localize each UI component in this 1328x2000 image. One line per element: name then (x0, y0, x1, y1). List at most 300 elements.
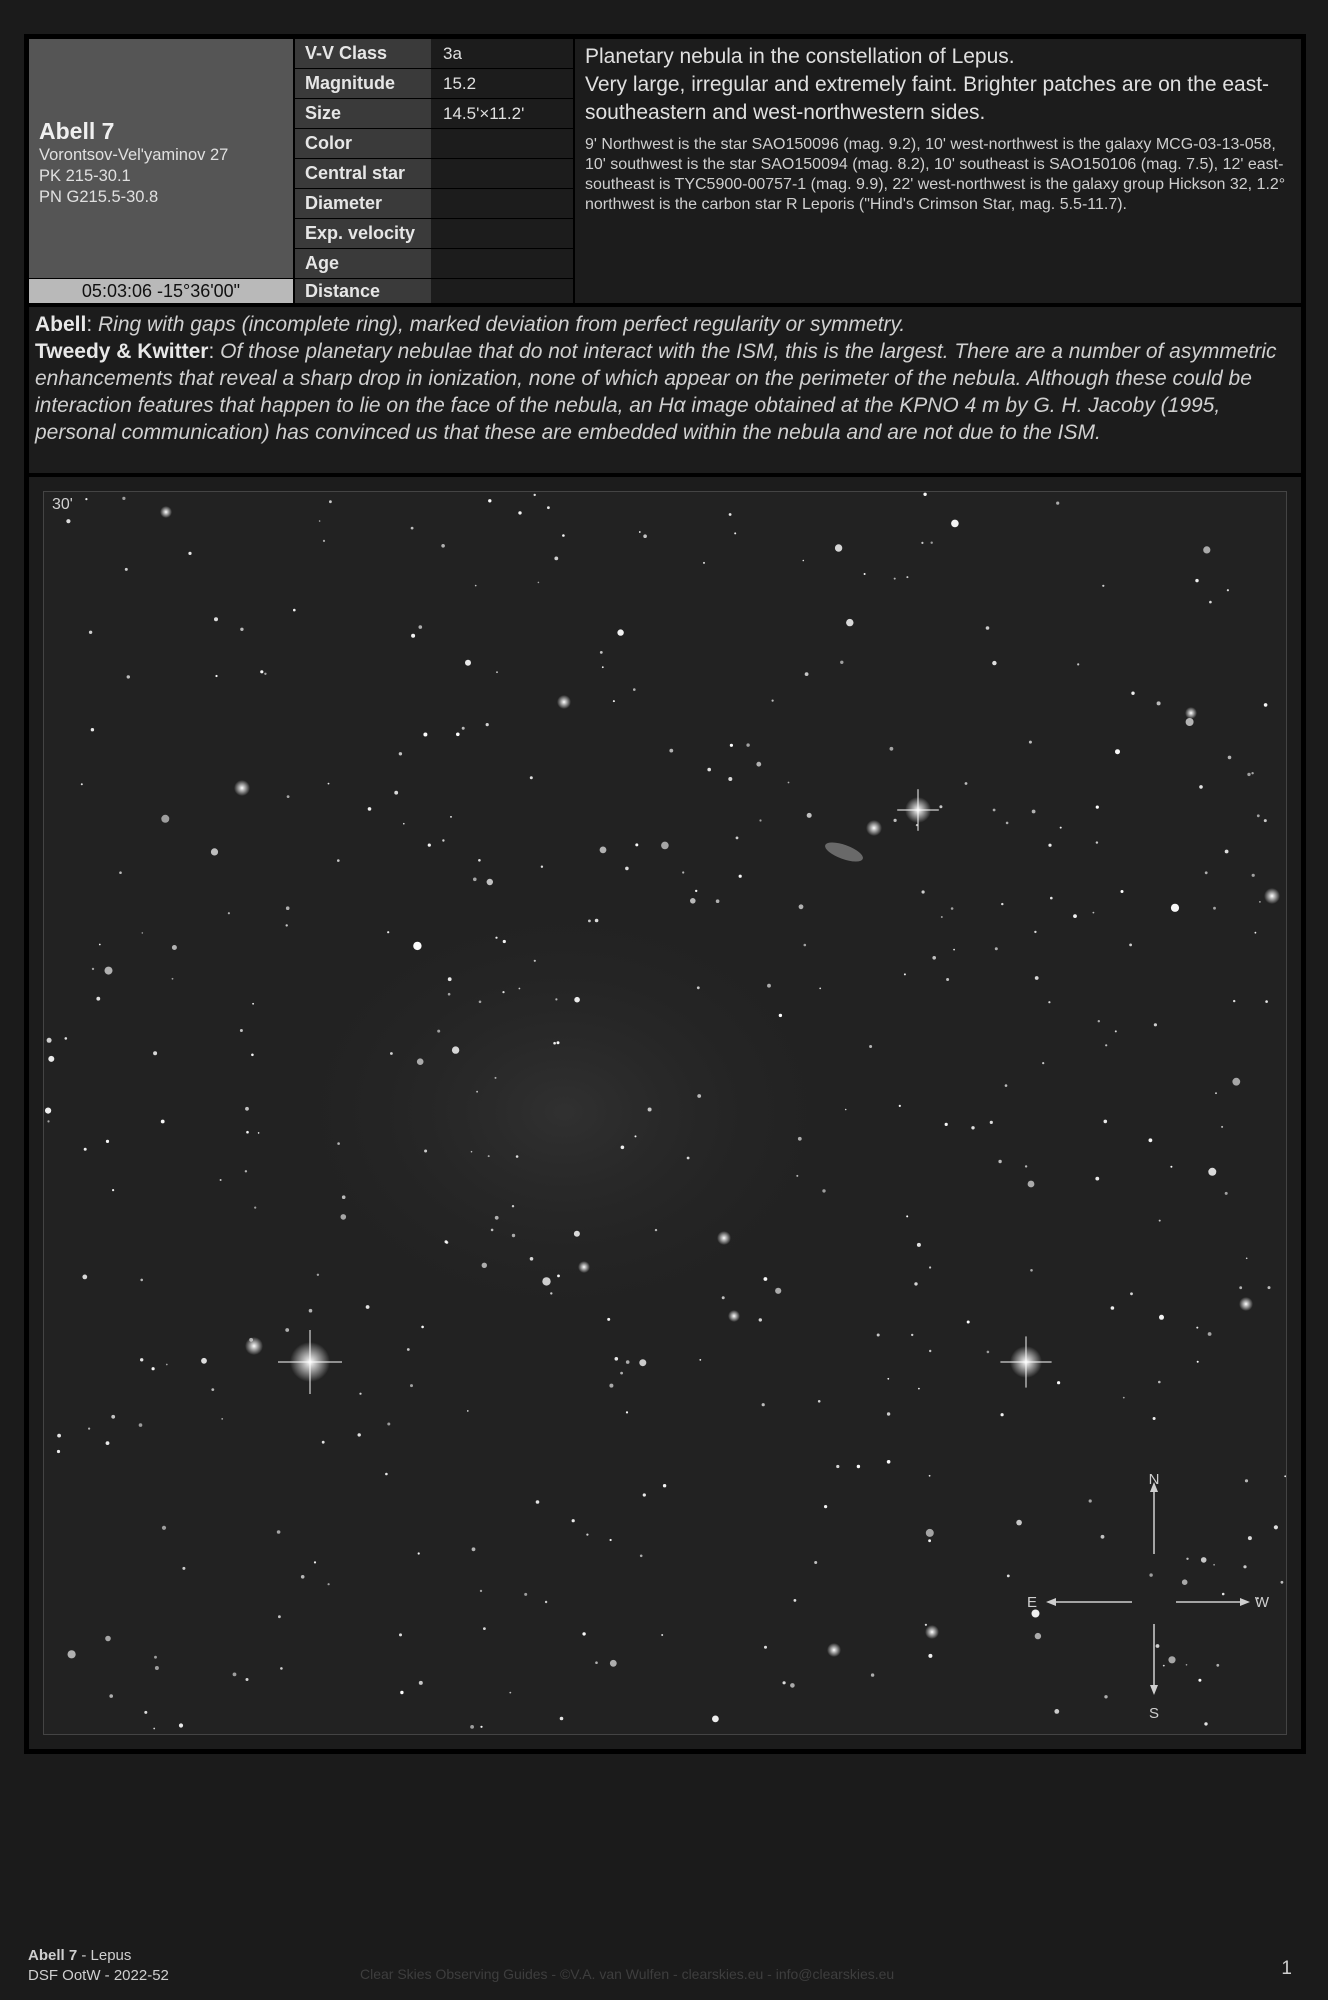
star (1149, 1573, 1152, 1576)
star (476, 1091, 478, 1093)
star (655, 1229, 657, 1231)
star (1199, 785, 1203, 789)
star (287, 795, 290, 798)
bright-star (1264, 888, 1280, 904)
star (1102, 585, 1104, 587)
star (221, 1418, 223, 1420)
star (400, 1691, 403, 1694)
star (337, 859, 340, 862)
star (1222, 1593, 1225, 1596)
compass-east-label: E (1026, 1594, 1038, 1611)
property-value: 3a (433, 39, 573, 68)
star (554, 557, 558, 561)
description-visual: Very large, irregular and extremely faint. Brighter patches are on the east-southeastern and west-northwestern sides. (585, 73, 1270, 124)
star (931, 542, 933, 544)
star (323, 540, 325, 542)
bright-star (234, 780, 250, 796)
star (595, 1661, 598, 1664)
star (211, 848, 218, 855)
star (600, 847, 607, 854)
star (687, 1157, 690, 1160)
star (1016, 1520, 1022, 1526)
star (890, 747, 894, 751)
star (496, 671, 498, 673)
star (1255, 932, 1257, 934)
star (1159, 1220, 1161, 1222)
star (759, 1318, 762, 1321)
star (722, 1296, 725, 1299)
star (990, 1121, 993, 1124)
star (953, 949, 955, 951)
star (1227, 589, 1229, 591)
star (550, 1292, 552, 1294)
star (125, 568, 128, 571)
star (142, 932, 144, 934)
star (240, 1029, 243, 1032)
star (385, 1473, 388, 1476)
star (442, 839, 444, 841)
star (661, 842, 669, 850)
star (534, 960, 536, 962)
star (411, 527, 414, 530)
star (1104, 1695, 1107, 1698)
star (1077, 663, 1079, 665)
star (1195, 579, 1198, 582)
star (1257, 814, 1260, 817)
star (840, 661, 843, 664)
star (1157, 701, 1161, 705)
star (462, 727, 465, 730)
star (111, 1415, 115, 1419)
star (887, 1460, 891, 1464)
star (337, 1142, 340, 1145)
star (1054, 1709, 1059, 1714)
star-field (44, 492, 1286, 1734)
star (252, 1003, 254, 1005)
star (509, 1692, 511, 1694)
star (486, 723, 489, 726)
star (1232, 1078, 1240, 1086)
star (475, 585, 477, 587)
star (428, 844, 431, 847)
star (807, 813, 812, 818)
star (314, 1561, 316, 1563)
star (871, 1673, 874, 1676)
star (712, 1716, 719, 1723)
star (1182, 1579, 1188, 1585)
star (928, 1654, 932, 1658)
star (542, 1277, 550, 1285)
bright-star (827, 1643, 841, 1657)
star (574, 1231, 580, 1237)
star (172, 978, 174, 980)
star (341, 1214, 347, 1220)
star (407, 1348, 410, 1351)
bright-star (578, 1261, 590, 1273)
star (166, 1364, 168, 1366)
star (328, 783, 330, 785)
star (105, 967, 113, 975)
star (1163, 1665, 1165, 1667)
star (446, 1241, 449, 1244)
star (716, 899, 720, 903)
star (690, 898, 696, 904)
star (277, 1530, 281, 1534)
star (68, 1650, 76, 1658)
star (483, 1627, 486, 1630)
star (746, 743, 749, 746)
star (824, 1505, 827, 1508)
star (470, 1725, 474, 1729)
star (609, 1384, 613, 1388)
star (233, 1673, 237, 1677)
star (144, 1711, 147, 1714)
star (699, 1359, 701, 1361)
star (1001, 1413, 1004, 1416)
property-label: Central star (295, 159, 431, 188)
star (555, 998, 557, 1000)
star (899, 1105, 901, 1107)
star (96, 997, 100, 1001)
star (65, 1037, 68, 1040)
star (359, 1393, 361, 1395)
star (887, 1412, 890, 1415)
object-card (24, 34, 1306, 1754)
star (387, 931, 389, 933)
star (512, 1234, 515, 1237)
property-row (295, 99, 573, 128)
star (1228, 756, 1232, 760)
property-row (295, 189, 573, 218)
star (595, 919, 599, 923)
star (1209, 601, 1212, 604)
star (394, 791, 398, 795)
star (918, 1388, 920, 1390)
alias-1: Vorontsov-Vel'yaminov 27 (39, 146, 229, 164)
star (280, 1667, 283, 1670)
star (648, 1108, 652, 1112)
star (639, 1359, 646, 1366)
property-value (433, 189, 573, 218)
star (538, 582, 540, 584)
star (45, 1108, 51, 1114)
star (1007, 1575, 1010, 1578)
star (89, 631, 92, 634)
star (471, 1151, 473, 1153)
property-row (295, 219, 573, 248)
star (887, 1378, 889, 1380)
star (260, 670, 263, 673)
star (541, 866, 543, 868)
star (1073, 914, 1077, 918)
star (1274, 1525, 1278, 1529)
star (626, 1411, 628, 1413)
star (796, 1175, 798, 1177)
alias-3: PN G215.5-30.8 (39, 188, 159, 206)
star (119, 871, 122, 874)
star (914, 1282, 917, 1285)
star (697, 986, 700, 989)
star (161, 1120, 165, 1124)
star (586, 1534, 588, 1536)
star (524, 1593, 527, 1596)
star (764, 1646, 767, 1649)
star (951, 520, 959, 528)
property-value (433, 129, 573, 158)
description-type: Planetary nebula in the constellation of Lepus. (585, 45, 1015, 68)
star (387, 1423, 390, 1426)
compass-south-label: S (1148, 1705, 1160, 1722)
star (805, 672, 809, 676)
star (610, 1539, 612, 1541)
star (965, 782, 968, 785)
property-label: Exp. velocity (295, 219, 431, 248)
star (153, 1051, 157, 1055)
star (971, 1126, 974, 1129)
star (452, 1046, 459, 1053)
star (530, 1257, 534, 1261)
star (358, 1433, 361, 1436)
star (1213, 907, 1216, 910)
star (788, 782, 790, 784)
star (1156, 1644, 1160, 1648)
star (759, 819, 761, 821)
star (1028, 1181, 1035, 1188)
star (1264, 819, 1267, 822)
star (179, 1723, 183, 1727)
star (1196, 1327, 1198, 1329)
star (246, 1131, 249, 1134)
star (519, 988, 521, 990)
star (894, 578, 896, 580)
star (366, 1305, 370, 1309)
star (669, 749, 673, 753)
star (639, 531, 641, 533)
star (663, 1484, 666, 1487)
scale-label: 30' (52, 496, 73, 513)
star (228, 912, 230, 914)
star (201, 1358, 207, 1364)
star (762, 1403, 765, 1406)
star (530, 776, 533, 779)
star (1208, 1168, 1216, 1176)
star (1247, 773, 1250, 776)
star (967, 1321, 970, 1324)
star (729, 513, 732, 516)
star (220, 1179, 222, 1181)
star (846, 619, 853, 626)
star (410, 1384, 413, 1387)
star (472, 1547, 476, 1551)
star (188, 552, 191, 555)
star (421, 1326, 424, 1329)
star (1221, 1126, 1223, 1128)
star (47, 1120, 49, 1122)
star (1098, 1020, 1100, 1022)
star (799, 904, 804, 909)
star (479, 1001, 482, 1004)
star (1186, 718, 1194, 726)
compass-west-label: W (1254, 1594, 1270, 1611)
star (286, 924, 288, 926)
star (1168, 1656, 1175, 1663)
star (85, 498, 87, 500)
star (767, 984, 771, 988)
star (814, 1561, 817, 1564)
star (986, 626, 990, 630)
star (1048, 1001, 1050, 1003)
star (215, 675, 217, 677)
star (1123, 1397, 1125, 1399)
star (1259, 901, 1261, 903)
footer-credit: Clear Skies Observing Guides - ©V.A. van Wulfen - clearskies.eu - info@clearskies.eu (360, 1966, 895, 1982)
star (772, 700, 774, 702)
star (1159, 1315, 1164, 1320)
star (214, 617, 218, 621)
star (643, 534, 647, 538)
star (399, 752, 402, 755)
star (516, 1155, 519, 1158)
star (418, 1552, 420, 1554)
star (448, 977, 452, 981)
star (1050, 897, 1053, 900)
star (951, 907, 954, 910)
star (1201, 1557, 1207, 1563)
star (390, 1052, 393, 1055)
star (293, 609, 296, 612)
property-value (433, 219, 573, 248)
star (845, 1109, 847, 1111)
star (162, 1526, 166, 1530)
star (1029, 741, 1032, 744)
star (161, 815, 169, 823)
property-value (433, 279, 573, 303)
star (1057, 1381, 1060, 1384)
star (536, 1500, 540, 1504)
star (877, 1334, 880, 1337)
star (1225, 850, 1229, 854)
star (995, 947, 998, 950)
star (66, 519, 70, 523)
star (925, 1624, 927, 1626)
star (547, 506, 550, 509)
star (155, 1666, 159, 1670)
star (57, 1450, 60, 1453)
star (661, 1634, 663, 1636)
star (906, 1215, 908, 1217)
star (695, 890, 697, 892)
star (775, 1288, 781, 1294)
star (319, 520, 321, 522)
star (411, 634, 415, 638)
property-label: Age (295, 249, 431, 278)
bright-star (245, 1337, 263, 1355)
star (122, 497, 125, 500)
star (1245, 1479, 1248, 1482)
star (635, 843, 638, 846)
property-label: Color (295, 129, 431, 158)
star (487, 879, 493, 885)
card-header (25, 35, 1305, 303)
star (480, 1726, 482, 1728)
star (1096, 806, 1099, 809)
star (1197, 1361, 1199, 1363)
property-value: 15.2 (433, 69, 573, 98)
star (894, 819, 897, 822)
notes-panel: Abell: Ring with gaps (incomplete ring), marked deviation from perfect regularity or symmetry. Tweedy & Kwitter: Of those planetary nebulae that do not interact with the ISM, this is the largest. There are a number of asymmetric enhancements that reveal a sharp drop in ionization, none of which appear on the perimeter of the nebula. Although these could be interaction features that happen to lie on the face of the nebula, an Hα image obtained at the KPNO 4 m by G. H. Jacoby (1995, personal communication) has convinced us that these are embedded within the nebula and are not due to the ISM. (29, 307, 1301, 473)
star (906, 576, 908, 578)
star (309, 1309, 313, 1313)
star (998, 1160, 1001, 1163)
star (419, 1681, 423, 1685)
star (1243, 1565, 1246, 1568)
star (607, 1318, 610, 1321)
property-label: V-V Class (295, 39, 431, 68)
star (1005, 1084, 1008, 1087)
star (1252, 874, 1255, 877)
star (482, 1263, 487, 1268)
star (48, 1056, 54, 1062)
star (734, 532, 736, 534)
star (1025, 1165, 1027, 1167)
property-label: Magnitude (295, 69, 431, 98)
bright-star (925, 1625, 939, 1639)
star (945, 1123, 948, 1126)
star (106, 1441, 110, 1445)
star (1225, 1192, 1228, 1195)
star (553, 1042, 556, 1045)
star (617, 629, 623, 635)
star (1264, 703, 1268, 707)
star (301, 1575, 305, 1579)
star (613, 700, 615, 702)
star (610, 1660, 617, 1667)
star (1268, 1286, 1271, 1289)
image-panel (29, 477, 1301, 1749)
star (81, 783, 83, 785)
star (922, 890, 925, 893)
star (328, 1583, 330, 1585)
page-number: 1 (1281, 1958, 1292, 1979)
star (600, 651, 603, 654)
star (562, 534, 565, 537)
star (794, 1599, 797, 1602)
footer-object-name: Abell 7 (28, 1947, 78, 1964)
star (929, 1475, 931, 1477)
star (736, 837, 739, 840)
star (939, 805, 942, 808)
star-field-image (43, 491, 1287, 1735)
star (1203, 546, 1210, 553)
bright-star (728, 1310, 740, 1322)
star (322, 1441, 325, 1444)
star (450, 816, 452, 818)
star (1186, 1664, 1188, 1666)
star (929, 1350, 931, 1352)
bright-star (717, 1231, 731, 1245)
star (557, 1275, 560, 1278)
star (140, 1358, 143, 1361)
star (764, 1277, 768, 1281)
description-surroundings: 9' Northwest is the star SAO150096 (mag. 9.2), 10' west-northwest is the galaxy MCG-03-13-058, 10' southwest is the star SAO150094 (mag. 8.2), 10' southeast is SAO150106 (mag. 7.5), 12' east-southeast is TYC5900-00757-1 (mag. 9.9), 22' west-northwest is the galaxy group Hickson 32, 1.2° northwest is the carbon star R Leporis ("Hind's Crimson Star, mag. 5.5-11.7). (585, 136, 1286, 213)
star (1115, 749, 1120, 754)
star (1281, 1581, 1284, 1584)
star (635, 1135, 637, 1137)
star (804, 944, 807, 947)
star (1093, 912, 1095, 914)
note-author: Tweedy & Kwitter (35, 340, 209, 363)
star (697, 1094, 701, 1098)
